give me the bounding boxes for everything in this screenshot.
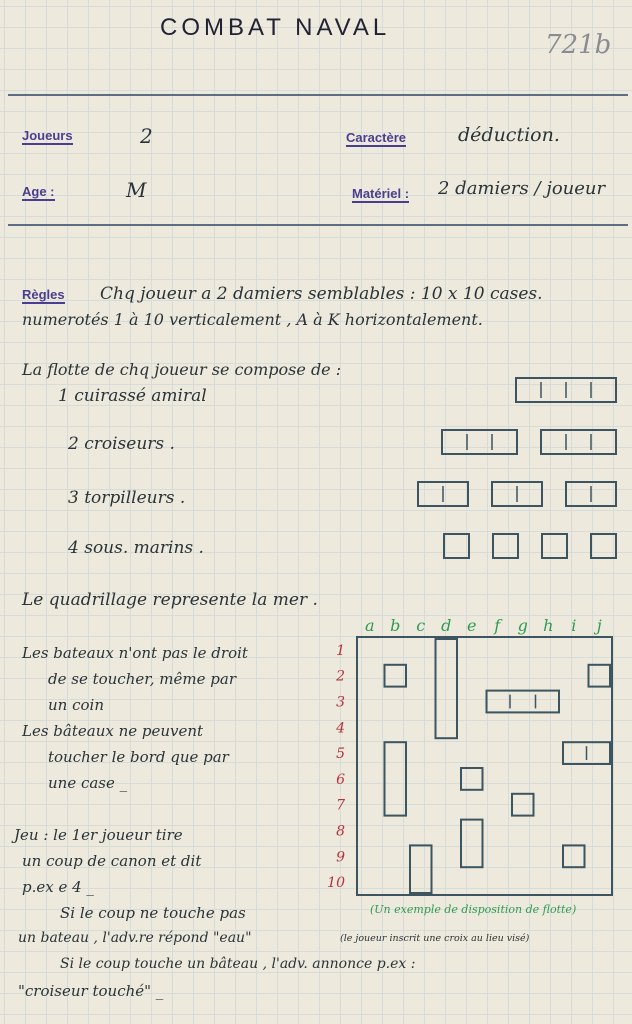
grid-col-label: f	[494, 616, 501, 635]
jeu-line-1: Jeu : le 1er joueur tire	[14, 826, 183, 844]
caractere-label: Caractère	[346, 130, 406, 145]
grid-row-label: 10	[327, 875, 345, 892]
materiel-label: Matériel :	[352, 186, 410, 201]
ship-label-cuirasse: 1 cuirassé amiral	[58, 386, 207, 406]
example-ship-6	[461, 768, 483, 790]
grid-row-label: 5	[336, 746, 345, 763]
example-ship-0	[385, 665, 407, 687]
note-5: toucher le bord que par	[48, 748, 229, 766]
ship-label-croiseurs: 2 croiseurs .	[68, 434, 175, 454]
grid-row-label: 4	[336, 720, 345, 737]
jeu-line-4: Si le coup ne touche pas	[60, 904, 246, 922]
flotte-intro: La flotte de chq joueur se compose de :	[22, 360, 342, 379]
note-1: Les bateaux n'ont pas le droit	[22, 644, 248, 662]
catalog-reference: 721b	[545, 30, 612, 60]
grid-col-label: e	[467, 616, 477, 635]
card-title: COMBAT NAVAL	[160, 14, 391, 41]
example-ship-9	[563, 845, 585, 867]
legend-ship-3-1	[542, 534, 567, 558]
age-value: M	[126, 178, 147, 202]
grid-col-label: g	[517, 616, 528, 635]
jeu-line-6: Si le coup touche un bâteau , l'adv. annonce p.ex :	[60, 956, 416, 972]
note-2: de se toucher, même par	[48, 670, 236, 688]
grid-col-label: a	[364, 616, 375, 635]
jeu-line-5-note: (le joueur inscrit une croix au lieu visé)	[340, 933, 530, 944]
grid-row-label: 3	[336, 694, 345, 711]
jeu-line-7: "croiseur touché" _	[18, 982, 164, 1000]
note-3: un coin	[48, 696, 104, 714]
example-ship-2	[589, 665, 611, 687]
jeu-line-5: un bateau , l'adv.re répond "eau"	[18, 930, 252, 946]
example-ship-8	[461, 820, 483, 868]
grid-col-label: h	[543, 616, 554, 635]
legend-ship-3-2	[493, 534, 518, 558]
grid-col-label: d	[441, 616, 452, 635]
grid-col-label: j	[596, 616, 602, 635]
legend-ship-1-0	[541, 430, 616, 454]
grid-col-label: i	[571, 616, 577, 635]
ship-label-sous-marins: 4 sous. marins .	[68, 538, 204, 558]
example-ship-7	[512, 794, 534, 816]
caractere-value: déduction.	[458, 124, 560, 146]
grid-row-label: 6	[336, 771, 345, 788]
grid-caption: (Un exemple de disposition de flotte)	[370, 903, 577, 916]
example-ship-4	[385, 742, 407, 815]
regles-label: Règles	[22, 287, 65, 302]
example-ship-1	[436, 639, 458, 738]
sea-line: Le quadrillage represente la mer .	[22, 590, 318, 610]
legend-ship-3-3	[444, 534, 469, 558]
grid-row-label: 2	[336, 668, 345, 685]
materiel-value: 2 damiers / joueur	[438, 178, 606, 199]
grid-row-label: 9	[336, 849, 345, 866]
example-ship-3	[487, 691, 560, 713]
jeu-line-3: p.ex e 4 _	[22, 878, 94, 896]
joueurs-label: Joueurs	[22, 128, 73, 143]
regles-line-1: Chq joueur a 2 damiers semblables : 10 x 10 cases.	[100, 284, 543, 304]
legend-ship-1-1	[442, 430, 517, 454]
age-label: Age :	[22, 184, 55, 199]
grid-row-label: 1	[336, 642, 345, 659]
example-grid-border	[357, 637, 612, 895]
grid-col-label: c	[416, 616, 426, 635]
ship-label-torpilleurs: 3 torpilleurs .	[68, 488, 186, 508]
grid-col-label: b	[390, 616, 401, 635]
example-ship-10	[410, 845, 432, 893]
grid-row-label: 7	[336, 797, 345, 814]
joueurs-value: 2	[140, 124, 153, 148]
grid-row-label: 8	[336, 823, 345, 840]
legend-ship-3-0	[591, 534, 616, 558]
jeu-line-2: un coup de canon et dit	[22, 852, 202, 870]
note-6: une case _	[48, 774, 128, 792]
regles-line-2: numerotés 1 à 10 verticalement , A à K horizontalement.	[22, 310, 483, 329]
note-4: Les bâteaux ne peuvent	[22, 722, 204, 740]
